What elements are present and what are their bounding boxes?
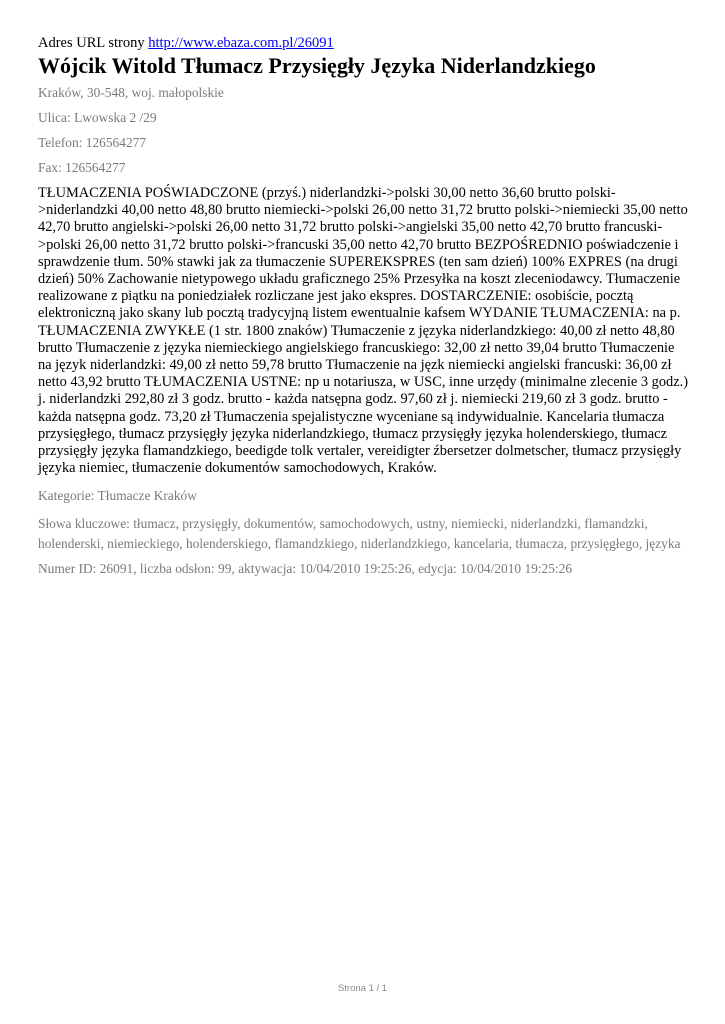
- street: Ulica: Lwowska 2 /29: [38, 110, 157, 125]
- description: TŁUMACZENIA POŚWIADCZONE (przyś.) niderlandzki->polski 30,00 netto 36,60 brutto polski->niderlandzki 40,00 netto 48,80 brutto niemiecki->polski 26,00 netto 31,72 brutto polski->niemiecki 35,00 netto 42,70 brutto angielski->polski 26,00 netto 31,72 brutto polski->angielski 35,00 netto 42,70 brutto francuski->polski 26,00 netto 31,72 brutto polski->francuski 35,00 netto 42,70 brutto BEZPOŚREDNIO poświadczenie i sprawdzenie tłum. 50% stawki jak za tłumaczenie SUPEREKSPRES (ten sam dzień) 100% EXPRES (na drugi dzień) 50% Zachowanie nietypowego układu graficznego 25% Przesyłka na koszt zleceniodawcy. Tłumaczenie realizowane z piątku na poniedziałek rozliczane jest jako ekspres. DOSTARCZENIE: osobiście, pocztą elektroniczną jako skany lub pocztą tradycyjną listem ewentualnie kafsem WYDANIE TŁUMACZENIA: na p. TŁUMACZENIA ZWYKŁE (1 str. 1800 znaków) Tłumaczenie z języka niderlandzkiego: 40,00 zł netto 48,80 brutto Tłumaczenie z języka niemieckiego angielskiego francuskiego: 32,00 zł netto 39,04 brutto Tłumaczenie na język niderlandzki: 49,00 zł netto 59,78 brutto Tłumaczenie na jęzk niemiecki angielski francuski: 36,00 zł netto 43,92 brutto TŁUMACZENIA USTNE: np u notariusza, w USC, inne urzędy (minimalne zlecenie 3 godz.) j. niderlandzki 292,80 zł 3 godz. brutto - każda natsępna godz. 97,60 zł j. niemiecki 219,60 zł 3 godz. brutto - każda natsępna godz. 73,20 zł Tłumaczenia spejalistyczne wyceniane są indywidualnie. Kancelaria tłumacza przysięgłego, tłumacz przysięgły języka niderlandzkiego, tłumacz przysięgły języka holenderskiego, tłumacz przysięgły języka flamandzkiego, beedigde tolk vertaler, vereidigter źbersetzer dolmetscher, tłumacz przysięgły języka niemiec, tłumaczenie dokumentów samochodowych, Kraków.: [38, 185, 688, 477]
- document-page: [38, 34, 688, 577]
- keywords-line-2: holenderski, niemieckiego, holenderskiego, flamandzkiego, niderlandzkiego, kancelaria, tłumacza, przysięgłego, języka: [38, 535, 681, 551]
- categories: Kategorie: Tłumacze Kraków: [38, 488, 197, 504]
- page-title: Wójcik Witold Tłumacz Przysięgły Języka Niderlandzkiego: [38, 53, 596, 78]
- keywords: [38, 514, 688, 553]
- record-info: Numer ID: 26091, liczba odsłon: 99, aktywacja: 10/04/2010 19:25:26, edycja: 10/04/2010 19:25:26: [38, 561, 573, 577]
- page-url-link[interactable]: http://www.ebaza.com.pl/26091: [148, 35, 334, 51]
- url-line: [38, 34, 688, 52]
- phone: Telefon: 126564277: [38, 135, 147, 150]
- fax: Fax: 126564277: [38, 160, 126, 175]
- address: Kraków, 30-548, woj. małopolskie: [38, 85, 224, 100]
- page-number-footer: Strona 1 / 1: [337, 983, 388, 994]
- url-label: Adres URL strony: [38, 35, 145, 51]
- keywords-line-1: Słowa kluczowe: tłumacz, przysięgły, dokumentów, samochodowych, ustny, niemiecki, niderlandzki, flamandzki,: [38, 516, 648, 532]
